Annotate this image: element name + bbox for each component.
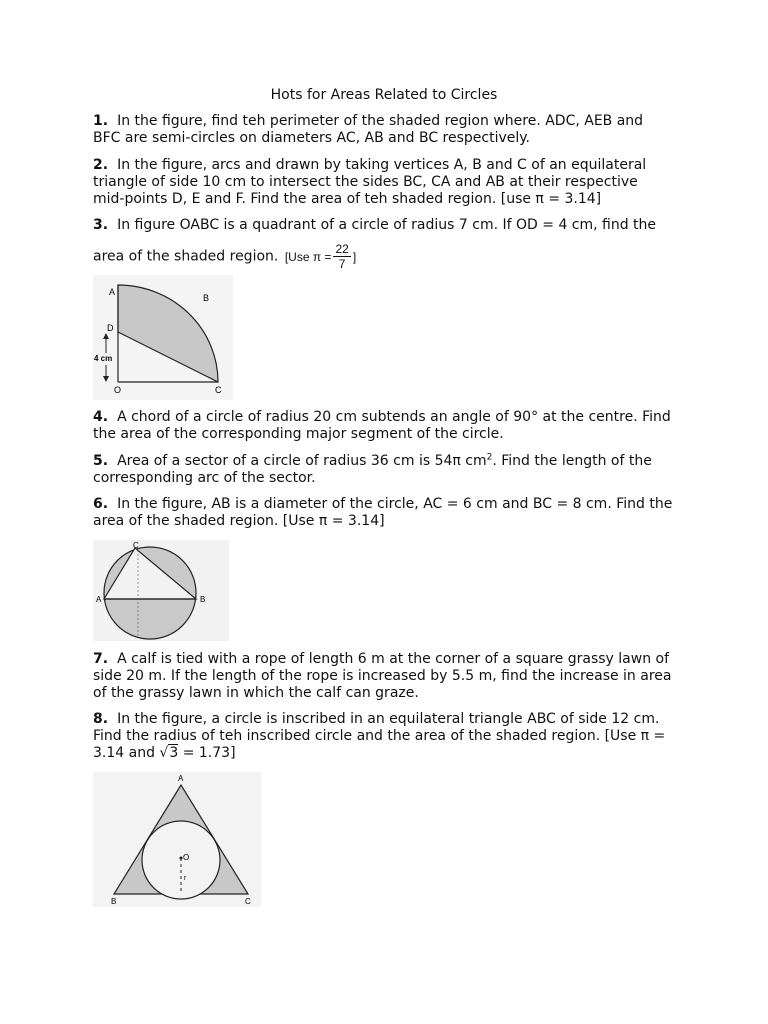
figure-label: B	[203, 293, 210, 303]
figure-label: C	[133, 541, 139, 550]
question-number: 7.	[93, 651, 109, 667]
figure-label: C	[245, 897, 251, 906]
question-5	[93, 453, 673, 487]
question-text: A calf is tied with a rope of length 6 m at the corner of a square grassy lawn of side 20 m. If the length of the rope is increased by 5.5 m, find the increase in area of the grassy lawn in which the calf can graze.	[93, 651, 672, 701]
figure-label: O	[183, 853, 190, 862]
question-2	[93, 157, 673, 208]
question-number: 8.	[93, 711, 109, 727]
page-title: Hots for Areas Related to Circles	[270, 87, 498, 103]
question-number: 2.	[93, 157, 109, 173]
question-text: Area of a sector of a circle of radius 36 cm is 54π cm	[117, 453, 487, 469]
question-number: 4.	[93, 409, 109, 425]
question-text: A chord of a circle of radius 20 cm subtends an angle of 90° at the centre. Find the area of the corresponding major segment of the circle.	[93, 409, 671, 442]
fraction-denominator: 7	[333, 256, 350, 271]
figure-label: r	[184, 875, 187, 882]
figure-label: D	[107, 323, 114, 333]
figure-label: B	[111, 897, 117, 906]
figure-label: A	[96, 595, 102, 604]
question-text: In the figure, AB is a diameter of the circle, AC = 6 cm and BC = 8 cm. Find the area of the shaded region. [Use π = 3.14]	[93, 496, 673, 529]
question-3	[93, 217, 673, 234]
question-number: 3.	[93, 217, 109, 233]
quadrant-figure	[93, 275, 233, 400]
question-4	[93, 409, 673, 443]
question-text: In the figure, find teh perimeter of the shaded region where. ADC, AEB and BFC are semi-circles on diameters AC, AB and BC respectively.	[93, 113, 644, 146]
figure-label: A	[178, 774, 184, 783]
figure-label: A	[109, 287, 116, 297]
figure-label: 4 cm	[94, 354, 113, 363]
question-1	[93, 113, 673, 147]
question-3-continued	[93, 236, 673, 277]
inscribed-circle-figure	[93, 772, 261, 907]
question-text: . Find the length of the corresponding arc of the sector.	[93, 453, 652, 486]
pi-value-note: [Use π = $\frac{22}{7}$ ]	[284, 242, 357, 272]
question-7	[93, 651, 673, 702]
question-6	[93, 496, 673, 530]
question-text: In the figure, arcs and drawn by taking vertices A, B and C of an equilateral triangle of side 10 cm to intersect the sides BC, CA and AB at their respective mid-points D, E and F. Find the area of teh shaded region. [use π = 3.14]	[93, 157, 647, 207]
fraction-numerator: 22	[335, 242, 349, 257]
question-number: 6.	[93, 496, 109, 512]
figure-label: O	[114, 385, 122, 395]
superscript: 2	[486, 452, 493, 463]
question-text: In the figure, a circle is inscribed in an equilateral triangle ABC of side 12 cm. Find the radius of teh inscribed circle and the area of the shaded region. [Use π = 3.14 and	[93, 711, 666, 761]
square-root: √3	[159, 745, 179, 761]
figure-label: C	[215, 385, 222, 395]
question-8	[93, 711, 673, 762]
question-number: 5.	[93, 453, 109, 469]
question-number: 1.	[93, 113, 109, 129]
circle-diameter-figure	[93, 540, 229, 641]
question-text: = 1.73]	[178, 745, 236, 761]
question-text: In figure OABC is a quadrant of a circle of radius 7 cm. If OD = 4 cm, find the	[117, 217, 657, 233]
figure-label: B	[200, 595, 206, 604]
question-text: area of the shaded region.	[93, 248, 279, 265]
